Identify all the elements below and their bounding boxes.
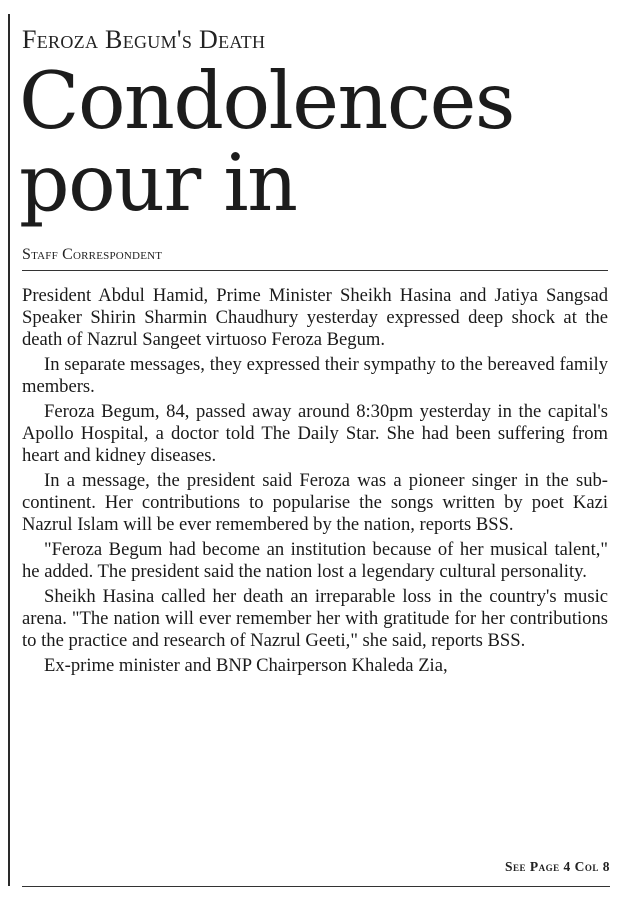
continuation-jump: See Page 4 Col 8 xyxy=(504,859,610,874)
paragraph-5: "Feroza Begum had become an institution because of her musical talent," he added. The president said the nation lost a legendary cultural personality. xyxy=(22,539,608,582)
column-rule xyxy=(8,14,10,886)
paragraph-2: In separate messages, they expressed their sympathy to the bereaved family members. xyxy=(22,354,608,397)
bottom-divider xyxy=(22,886,610,887)
paragraph-7: Ex-prime minister and BNP Chairperson Khaleda Zia, xyxy=(44,655,448,676)
byline: Staff Correspondent xyxy=(22,246,163,263)
byline-divider xyxy=(22,270,608,271)
headline-line-1: Condolences xyxy=(19,55,514,147)
paragraph-3: Feroza Begum, 84, passed away around 8:30pm yesterday in the capital's Apollo Hospital, a doctor told The Daily Star. She had been suffering from heart and kidney diseases. xyxy=(22,401,608,466)
article-body xyxy=(22,285,608,677)
paragraph-6: Sheikh Hasina called her death an irreparable loss in the country's music arena. "The nation will ever remember her with gratitude for her contributions to the practice and research of Nazrul Geeti," she said, reports BSS. xyxy=(22,586,608,651)
paragraph-4: In a message, the president said Feroza was a pioneer singer in the sub-continent. Her contributions to popularise the songs written by poet Kazi Nazrul Islam will be ever remembered by the nation, reports BSS. xyxy=(22,470,608,535)
paragraph-1: President Abdul Hamid, Prime Minister Sheikh Hasina and Jatiya Sangsad Speaker Shirin Sharmin Chaudhury yesterday expressed deep shock at the death of Nazrul Sangeet virtuoso Feroza Begum. xyxy=(22,285,608,350)
kicker: Feroza Begum's Death xyxy=(22,25,266,54)
headline xyxy=(19,55,612,229)
article xyxy=(19,22,612,680)
headline-line-2: pour in xyxy=(19,137,297,229)
